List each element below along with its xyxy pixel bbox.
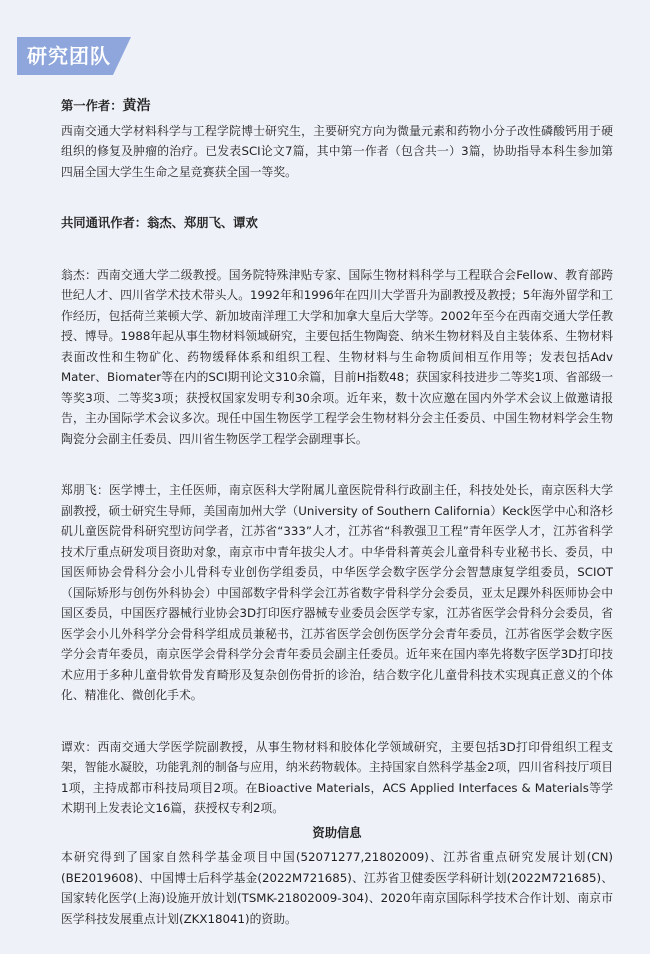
first-author-label: 第一作者： xyxy=(61,99,123,113)
corresponding-authors-heading: 共同通讯作者：翁杰、郑朋飞、谭欢 xyxy=(61,216,258,230)
section-banner xyxy=(17,37,131,75)
first-author-name: 黄浩 xyxy=(122,98,151,114)
bio-tan-huan: 谭欢：西南交通大学医学院副教授，从事生物材料和胶体化学领域研究，主要包括3D打印骨组织工程支架，智能水凝胶，功能乳剂的制备与应用，纳米药物载体。主持国家自然科学基金2项，四川省科技厅项目1项，主持成都市科技局项目2项。在Bioactive Materials，ACS Applied Interfaces & Materials等学术期刊上发表论文16篇，获授权专利2项。 xyxy=(61,739,613,815)
funding-heading: 资助信息 xyxy=(312,825,362,840)
document-body xyxy=(61,96,613,929)
first-author-bio: 西南交通大学材料科学与工程学院博士研究生，主要研究方向为微量元素和药物小分子改性磷酸钙用于硬组织的修复及肿瘤的治疗。已发表SCI论文7篇，其中第一作者（包含共一）3篇，协助指导本科生参加第四届全国大学生生命之星竞赛获全国一等奖。 xyxy=(61,123,613,179)
section-title: 研究团队 xyxy=(27,44,111,68)
first-author-heading xyxy=(61,96,613,117)
bio-zheng-pengfei: 郑朋飞：医学博士，主任医师，南京医科大学附属儿童医院骨科行政副主任，科技处处长，南京医科大学副教授，硕士研究生导师，美国南加州大学（University of Southern California）Keck医学中心和洛杉矶儿童医院骨科研究型访问学者，江苏省“333”人才，江苏省“科教强卫工程”青年医学人才，江苏省科学技术厅重点研发项目资助对象，南京市中青年拔尖人才。中华骨科菁英会儿童骨科专业秘书长、委员，中国医师协会骨科分会小儿骨科专业创伤学组委员，中华医学会数字医学分会智慧康复学组委员，SCIOT（国际矫形与创伤外科协会）中国部数字骨科学会江苏省数字骨科学分会委员，亚太足踝外科医师协会中国区委员，中国医疗器械行业协会3D打印医疗器械专业委员会医学专家，江苏省医学会骨科分会委员，省医学会小儿外科学分会骨科学组成员兼秘书，江苏省医学会创伤医学分会青年委员，江苏省医学会数字医学分会青年委员，南京医学会骨科学分会青年委员会副主任委员。近年来在国内率先将数字医学3D打印技术应用于多种儿童骨软骨发育畸形及复杂创伤骨折的诊治，结合数字化儿童骨科技术实现真正意义的个体化、精准化、微创化手术。 xyxy=(61,483,613,702)
bio-weng-jie: 翁杰：西南交通大学二级教授。国务院特殊津贴专家、国际生物材料科学与工程联合会Fellow、教育部跨世纪人才、四川省学术技术带头人。1992年和1996年在四川大学晋升为副教授及教授；5年海外留学和工作经历，包括荷兰莱顿大学、新加坡南洋理工大学和加拿大皇后大学等。2002年至今在西南交通大学任教授、博导。1988年起从事生物材料领域研究，主要包括生物陶瓷、纳米生物材料及自主装体系、生物材料表面改性和生物矿化、药物缓释体系和组织工程、生物材料与生命物质间相互作用等；发表包括Adv Mater、Biomater等在内的SCI期刊论文310余篇，目前H指数48；获国家科技进步二等奖1项、省部级一等奖3项、二等奖3项；获授权国家发明专利30余项。近年来，数十次应邀在国内外学术会议上做邀请报告，主办国际学术会议多次。现任中国生物医学工程学会生物材料分会主任委员、中国生物材料学会生物陶瓷分会副主任委员、四川省生物医学工程学会副理事长。 xyxy=(61,267,613,446)
funding-text: 本研究得到了国家自然科学基金项目中国(52071277,21802009)、江苏省重点研究发展计划(CN)(BE2019608)、中国博士后科学基金(2022M721685)、江苏省卫健委医学科研计划(2022M721685)、国家转化医学(上海)设施开放计划(TSMK-21802009-304)、2020年南京国际科学技术合作计划、南京市医学科技发展重点计划(ZKX18041)的资助。 xyxy=(61,850,613,926)
